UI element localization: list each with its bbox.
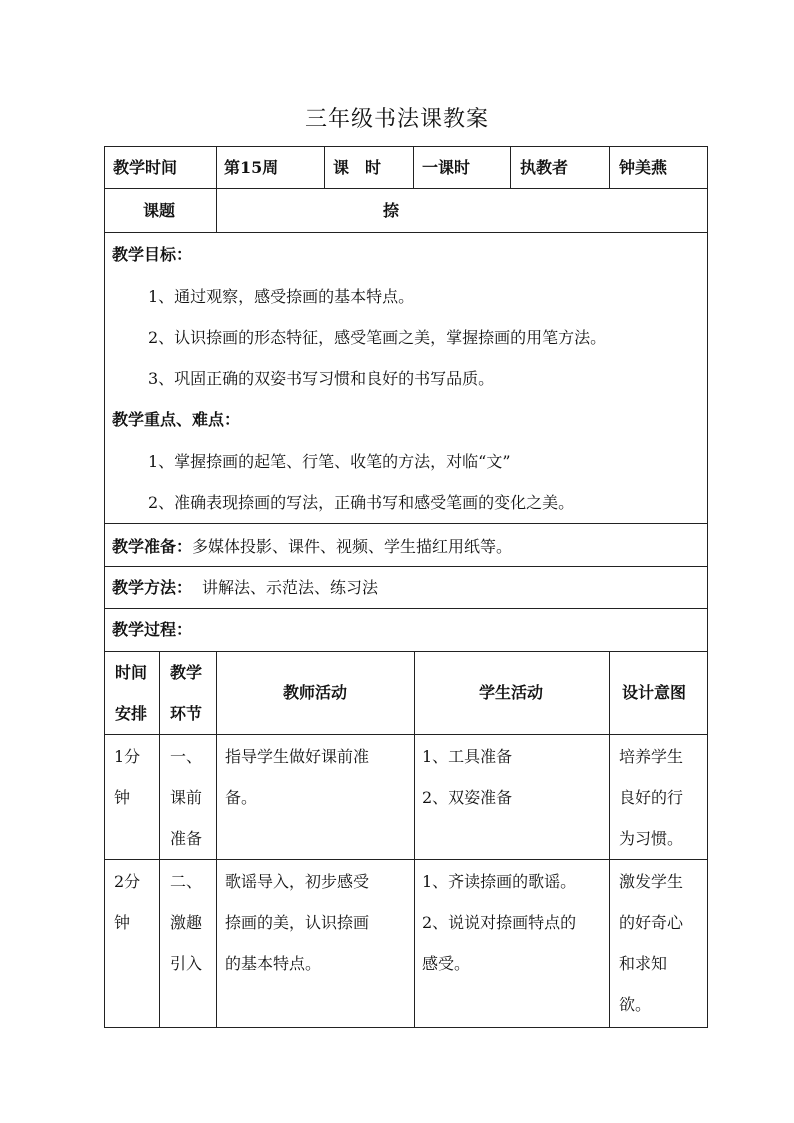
column-divider	[414, 651, 415, 1028]
row-divider	[104, 232, 708, 233]
row1-student: 1、工具准备 2、双姿准备	[422, 747, 513, 807]
row2-intent: 激发学生 的好奇心 和求知 欲。	[619, 872, 684, 1014]
topic-value: 捺	[383, 201, 400, 220]
column-divider	[216, 651, 217, 1028]
keypoint-item: 2、准确表现捺画的写法，正确书写和感受笔画的变化之美。	[148, 493, 575, 512]
objective-item: 1、通过观察，感受捺画的基本特点。	[148, 287, 415, 306]
row1-step: 一、 课前 准备	[170, 747, 203, 848]
preparation-value: 多媒体投影、课件、视频、学生描红用纸等。	[192, 537, 513, 556]
row1-teacher: 指导学生做好课前准 备。	[225, 747, 370, 807]
keypoints-heading: 教学重点、难点：	[112, 410, 241, 429]
col-header-teacher: 教师活动	[283, 683, 348, 702]
objectives-heading: 教学目标：	[112, 245, 193, 264]
col-header-time: 时间 安排	[115, 663, 148, 723]
period-value: 一课时	[422, 158, 471, 177]
column-divider	[216, 146, 217, 232]
row-divider	[104, 188, 708, 189]
col-header-student: 学生活动	[479, 683, 544, 702]
process-heading: 教学过程：	[112, 620, 193, 639]
objective-item: 2、认识捺画的形态特征，感受笔画之美，掌握捺画的用笔方法。	[148, 328, 607, 347]
row1-intent: 培养学生 良好的行 为习惯。	[619, 747, 684, 848]
row-divider	[104, 734, 708, 735]
objective-item: 3、巩固正确的双姿书写习惯和良好的书写品质。	[148, 369, 495, 388]
col-header-intent: 设计意图	[622, 683, 687, 702]
column-divider	[609, 651, 610, 1028]
column-divider	[324, 146, 325, 188]
period-label: 课 时	[333, 158, 382, 177]
week-value: 第15周	[224, 158, 279, 177]
teaching-time-label: 教学时间	[113, 158, 178, 177]
preparation-row	[112, 537, 512, 557]
column-divider	[510, 146, 511, 188]
column-divider	[159, 651, 160, 1028]
column-divider	[609, 146, 610, 188]
row2-teacher: 歌谣导入，初步感受 捺画的美，认识捺画 的基本特点。	[225, 872, 370, 973]
row-divider	[104, 523, 708, 524]
topic-label: 课题	[143, 201, 176, 220]
keypoint-item: 1、掌握捺画的起笔、行笔、收笔的方法，对临“文”	[148, 452, 511, 471]
methods-label: 教学方法：	[112, 578, 193, 597]
methods-value: 讲解法、示范法、练习法	[202, 578, 379, 597]
row2-time: 2分 钟	[114, 872, 141, 932]
preparation-label: 教学准备：	[112, 537, 193, 556]
row2-step: 二、 激趣 引入	[170, 872, 203, 973]
row-divider	[104, 859, 708, 860]
teacher-name: 钟美燕	[619, 158, 668, 177]
teacher-label: 执教者	[520, 158, 569, 177]
column-divider	[413, 146, 414, 188]
row-divider	[104, 566, 708, 567]
row1-time: 1分 钟	[114, 747, 141, 807]
methods-row	[112, 578, 378, 598]
row2-student: 1、齐读捺画的歌谣。 2、说说对捺画特点的 感受。	[422, 872, 577, 973]
row-divider	[104, 608, 708, 609]
document-title: 三年级书法课教案	[304, 107, 489, 132]
col-header-step: 教学 环节	[170, 663, 203, 723]
